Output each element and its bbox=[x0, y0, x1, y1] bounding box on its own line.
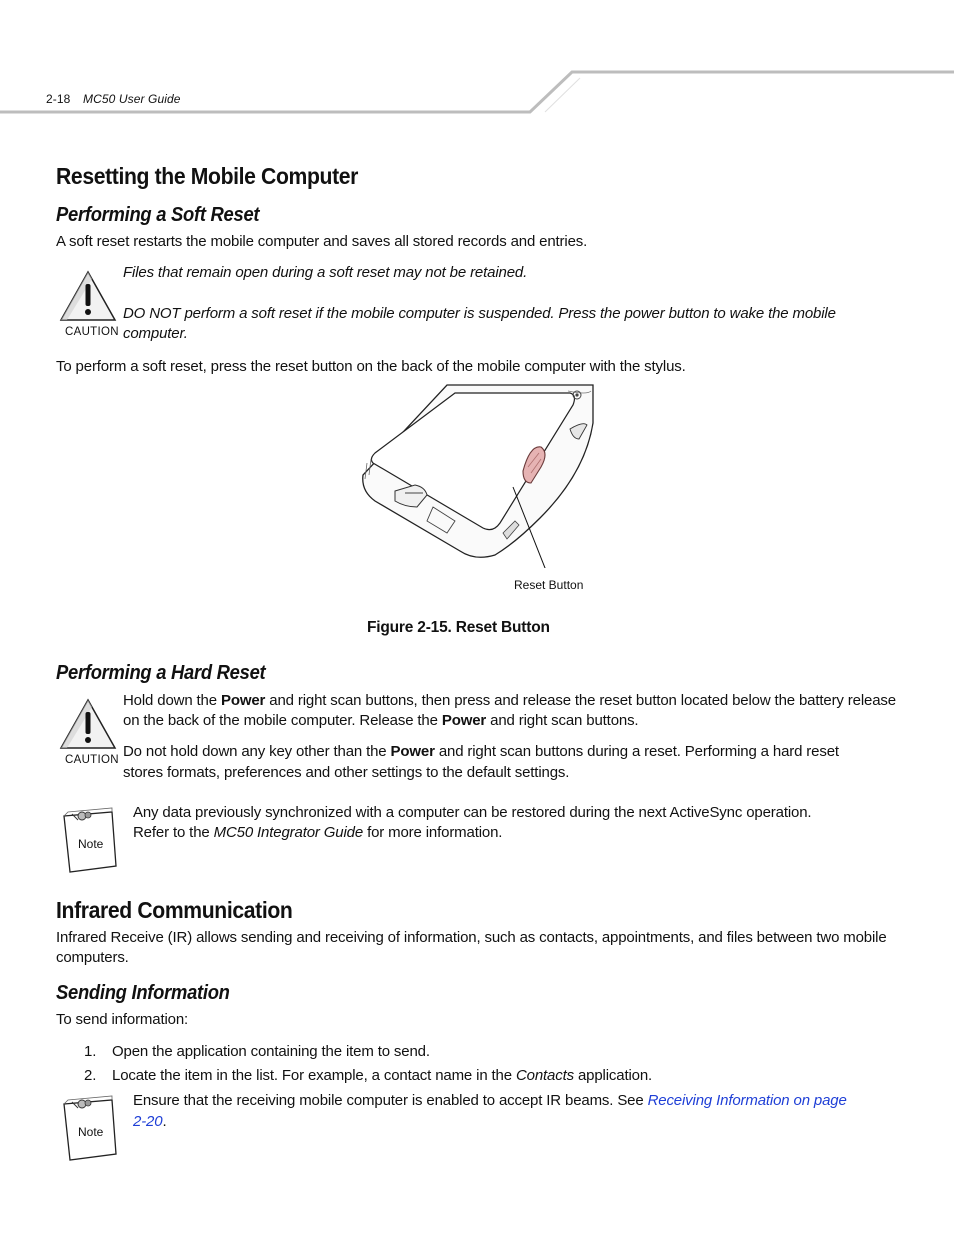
infrared-intro: Infrared Receive (IR) allows sending and receiving of information, such as contacts, appointments, and files between two mobile bbox=[56, 929, 887, 946]
subsection-title-sending: Sending Information bbox=[56, 982, 230, 1004]
figure-callout-reset-button: Reset Button bbox=[514, 578, 584, 592]
subsection-title-soft-reset: Performing a Soft Reset bbox=[56, 204, 260, 226]
section-title-resetting: Resetting the Mobile Computer bbox=[56, 163, 359, 189]
sending-note-text-cont: 2-20. bbox=[133, 1113, 167, 1130]
hard-reset-caution-text-2: Do not hold down any key other than the Power and right scan buttons during a reset. Performing a hard reset bbox=[123, 743, 839, 760]
caution-text-2-cont: computer. bbox=[123, 325, 188, 342]
hard-reset-caution-text-2-cont: stores formats, preferences and other settings to the default settings. bbox=[123, 764, 570, 781]
device-illustration bbox=[355, 383, 600, 568]
soft-reset-instruction: To perform a soft reset, press the reset button on the back of the mobile computer with the stylus. bbox=[56, 358, 686, 375]
note-text-2: Refer to the MC50 Integrator Guide for more information. bbox=[133, 824, 503, 841]
soft-reset-intro: A soft reset restarts the mobile computer and saves all stored records and entries. bbox=[56, 233, 588, 250]
hard-reset-caution-text-1: Hold down the Power and right scan buttons, then press and release the reset button located below the battery release bbox=[123, 692, 896, 709]
caution-label: CAUTION bbox=[65, 326, 119, 338]
note-text-1: Any data previously synchronized with a computer can be restored during the next ActiveSync operation. bbox=[133, 804, 812, 821]
figure-caption: Figure 2-15. Reset Button bbox=[367, 619, 550, 636]
step-text: Locate the item in the list. For example, a contact name in the Contacts application. bbox=[112, 1067, 653, 1084]
caution-icon bbox=[58, 268, 118, 326]
link-receiving-information[interactable]: Receiving Information on page bbox=[647, 1092, 847, 1109]
guide-title: MC50 User Guide bbox=[83, 92, 181, 106]
caution-text-1: Files that remain open during a soft reset may not be retained. bbox=[123, 264, 528, 281]
sending-lead: To send information: bbox=[56, 1011, 189, 1028]
section-title-infrared: Infrared Communication bbox=[56, 897, 293, 923]
hard-reset-caution-text-1-cont: on the back of the mobile computer. Release the Power and right scan buttons. bbox=[123, 712, 639, 729]
page-number: 2-18 bbox=[46, 92, 71, 106]
sending-note-text: Ensure that the receiving mobile computer is enabled to accept IR beams. See Receiving Information on page bbox=[133, 1092, 847, 1109]
note-label: Note bbox=[78, 1125, 104, 1139]
link-page-2-20[interactable]: 2-20 bbox=[133, 1113, 163, 1130]
note-label: Note bbox=[78, 837, 104, 851]
subsection-title-hard-reset: Performing a Hard Reset bbox=[56, 662, 266, 684]
caution-text-2: DO NOT perform a soft reset if the mobile computer is suspended. Press the power button to wake the mobile bbox=[123, 305, 836, 322]
caution-label: CAUTION bbox=[65, 754, 119, 766]
caution-icon bbox=[58, 696, 118, 754]
step-number: 1. bbox=[84, 1043, 97, 1060]
step-number: 2. bbox=[84, 1067, 97, 1084]
step-text: Open the application containing the item to send. bbox=[112, 1043, 430, 1060]
infrared-intro-cont: computers. bbox=[56, 949, 129, 966]
